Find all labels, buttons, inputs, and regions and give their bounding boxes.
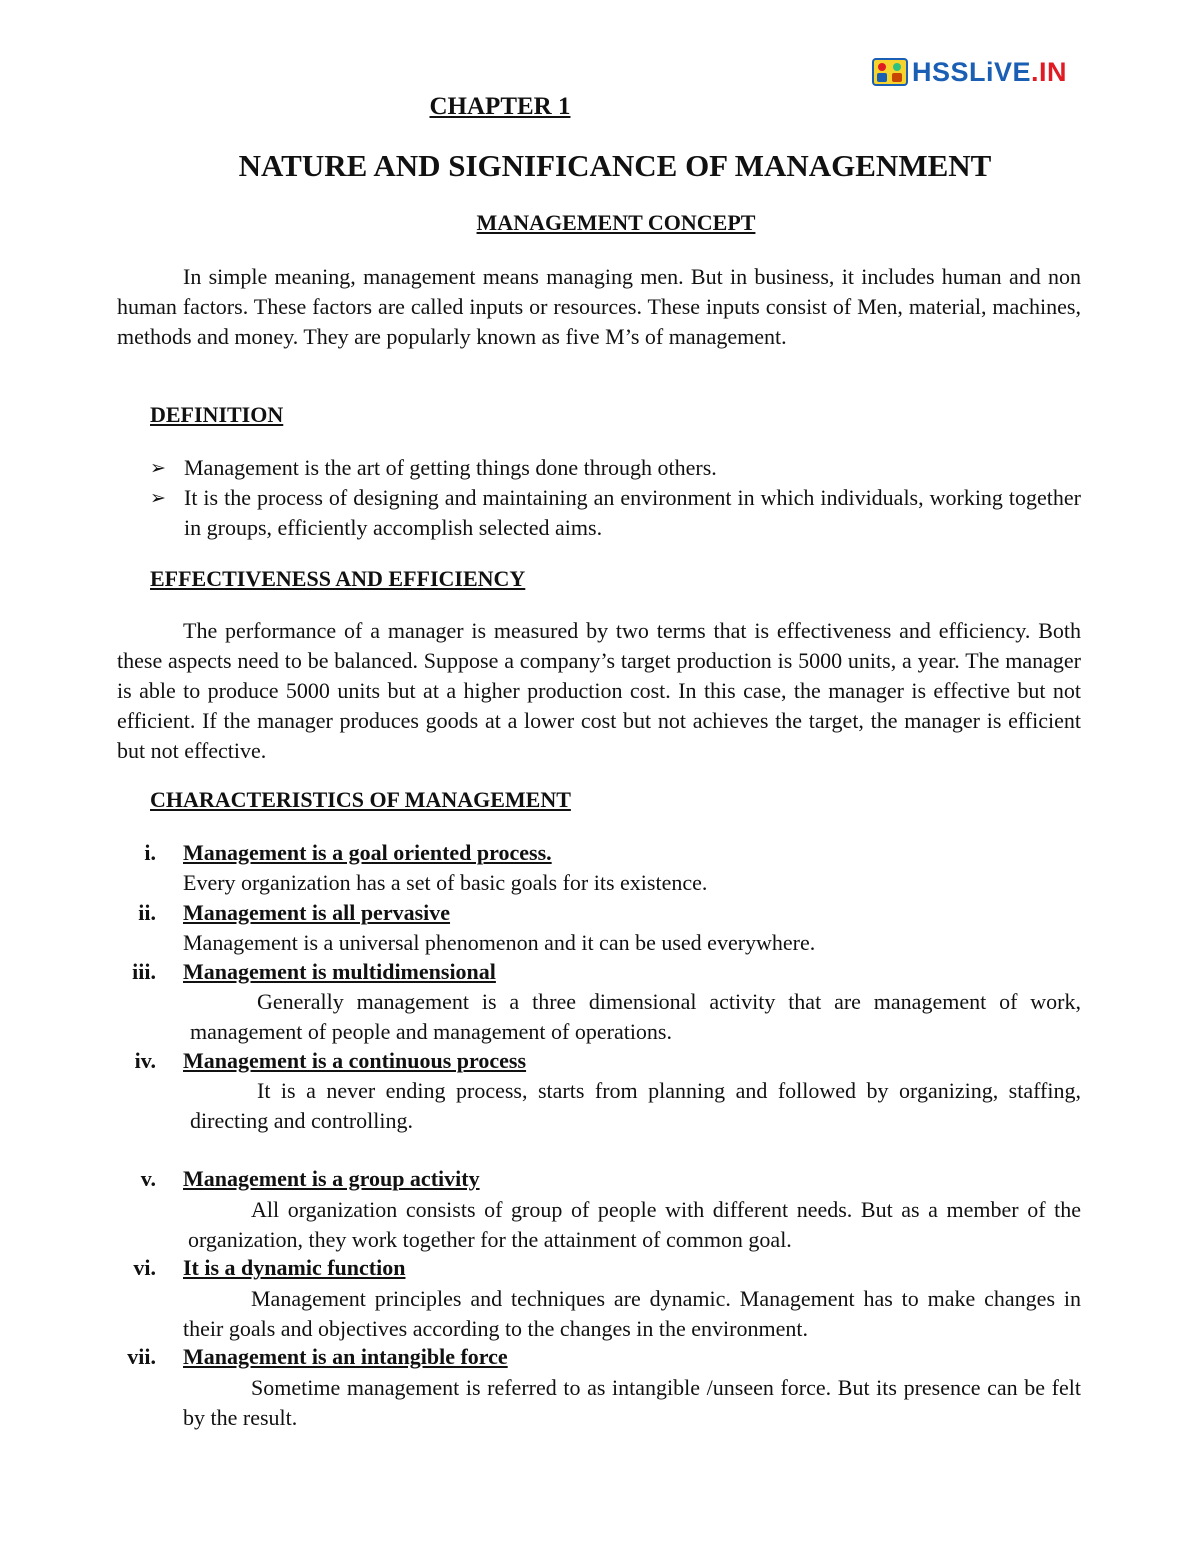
item-body: Management is a universal phenomenon and it can be used everywhere. — [183, 930, 816, 955]
effectiveness-paragraph: The performance of a manager is measured by two terms that is effectiveness and efficiency. Both these aspects need to be balanced. Suppose a company’s target production is 5000 units, a year. The manager is able to produce 5000 units but at a higher production cost. In this case, the manager is effective but not efficient. If the manager produces goods at a lower cost but not achieves the target, the manager is efficient but not effective. — [117, 618, 1081, 763]
arrow-bullet-icon: ➢ — [150, 487, 166, 509]
effectiveness-heading: EFFECTIVENESS AND EFFICIENCY — [150, 566, 526, 591]
item-body: Generally management is a three dimensional activity that are management of work, management of people and management of operations. — [190, 989, 1081, 1044]
item-number: ii. — [138, 900, 156, 925]
item-number: v. — [140, 1166, 156, 1191]
item-body: Management principles and techniques are dynamic. Management has to make changes in their goals and objectives according to the changes in the environment. — [183, 1286, 1081, 1341]
item-body: Sometime management is referred to as intangible /unseen force. But its presence can be felt by the result. — [183, 1375, 1081, 1430]
item-body: All organization consists of group of people with different needs. But as a member of the organization, they work together for the attainment of common goal. — [188, 1197, 1081, 1252]
definition-bullet — [150, 483, 1081, 543]
item-number: vi. — [133, 1255, 156, 1280]
item-title: Management is a goal oriented process. — [183, 840, 552, 865]
item-title: Management is a group activity — [183, 1166, 480, 1191]
students-icon — [872, 55, 908, 89]
item-number: iv. — [134, 1048, 156, 1073]
item-title: Management is a continuous process — [183, 1048, 527, 1073]
item-number: vii. — [127, 1344, 156, 1369]
item-body: It is a never ending process, starts from planning and followed by organizing, staffing, directing and controlling. — [190, 1078, 1081, 1133]
logo-text-suffix: .IN — [1031, 56, 1068, 87]
item-title: Management is all pervasive — [183, 900, 451, 925]
site-logo — [872, 55, 1067, 89]
page-title: NATURE AND SIGNIFICANCE OF MANAGENMENT — [238, 148, 992, 183]
item-number: i. — [144, 840, 156, 865]
logo-text — [912, 57, 1067, 88]
definition-heading: DEFINITION — [150, 402, 284, 427]
definition-bullet-text: Management is the art of getting things done through others. — [184, 455, 717, 480]
concept-paragraph: In simple meaning, management means managing men. But in business, it includes human and non human factors. These factors are called inputs or resources. These inputs consist of Men, material, machines, methods and money. They are popularly known as five M’s of management. — [117, 264, 1081, 349]
characteristics-heading: CHARACTERISTICS OF MANAGEMENT — [150, 787, 571, 812]
item-number: iii. — [132, 959, 156, 984]
concept-heading: MANAGEMENT CONCEPT — [476, 210, 756, 235]
item-title: Management is multidimensional — [183, 959, 496, 984]
arrow-bullet-icon: ➢ — [150, 457, 166, 479]
item-title: It is a dynamic function — [183, 1255, 406, 1280]
item-title: Management is an intangible force — [183, 1344, 508, 1369]
logo-text-main: HSSLiVE — [912, 56, 1032, 87]
chapter-label: CHAPTER 1 — [429, 93, 571, 120]
definition-bullet — [150, 453, 1081, 483]
item-body: Every organization has a set of basic goals for its existence. — [183, 870, 708, 895]
definition-bullet-text: It is the process of designing and maintaining an environment in which individuals, working together in groups, efficiently accomplish selected aims. — [184, 485, 1081, 540]
